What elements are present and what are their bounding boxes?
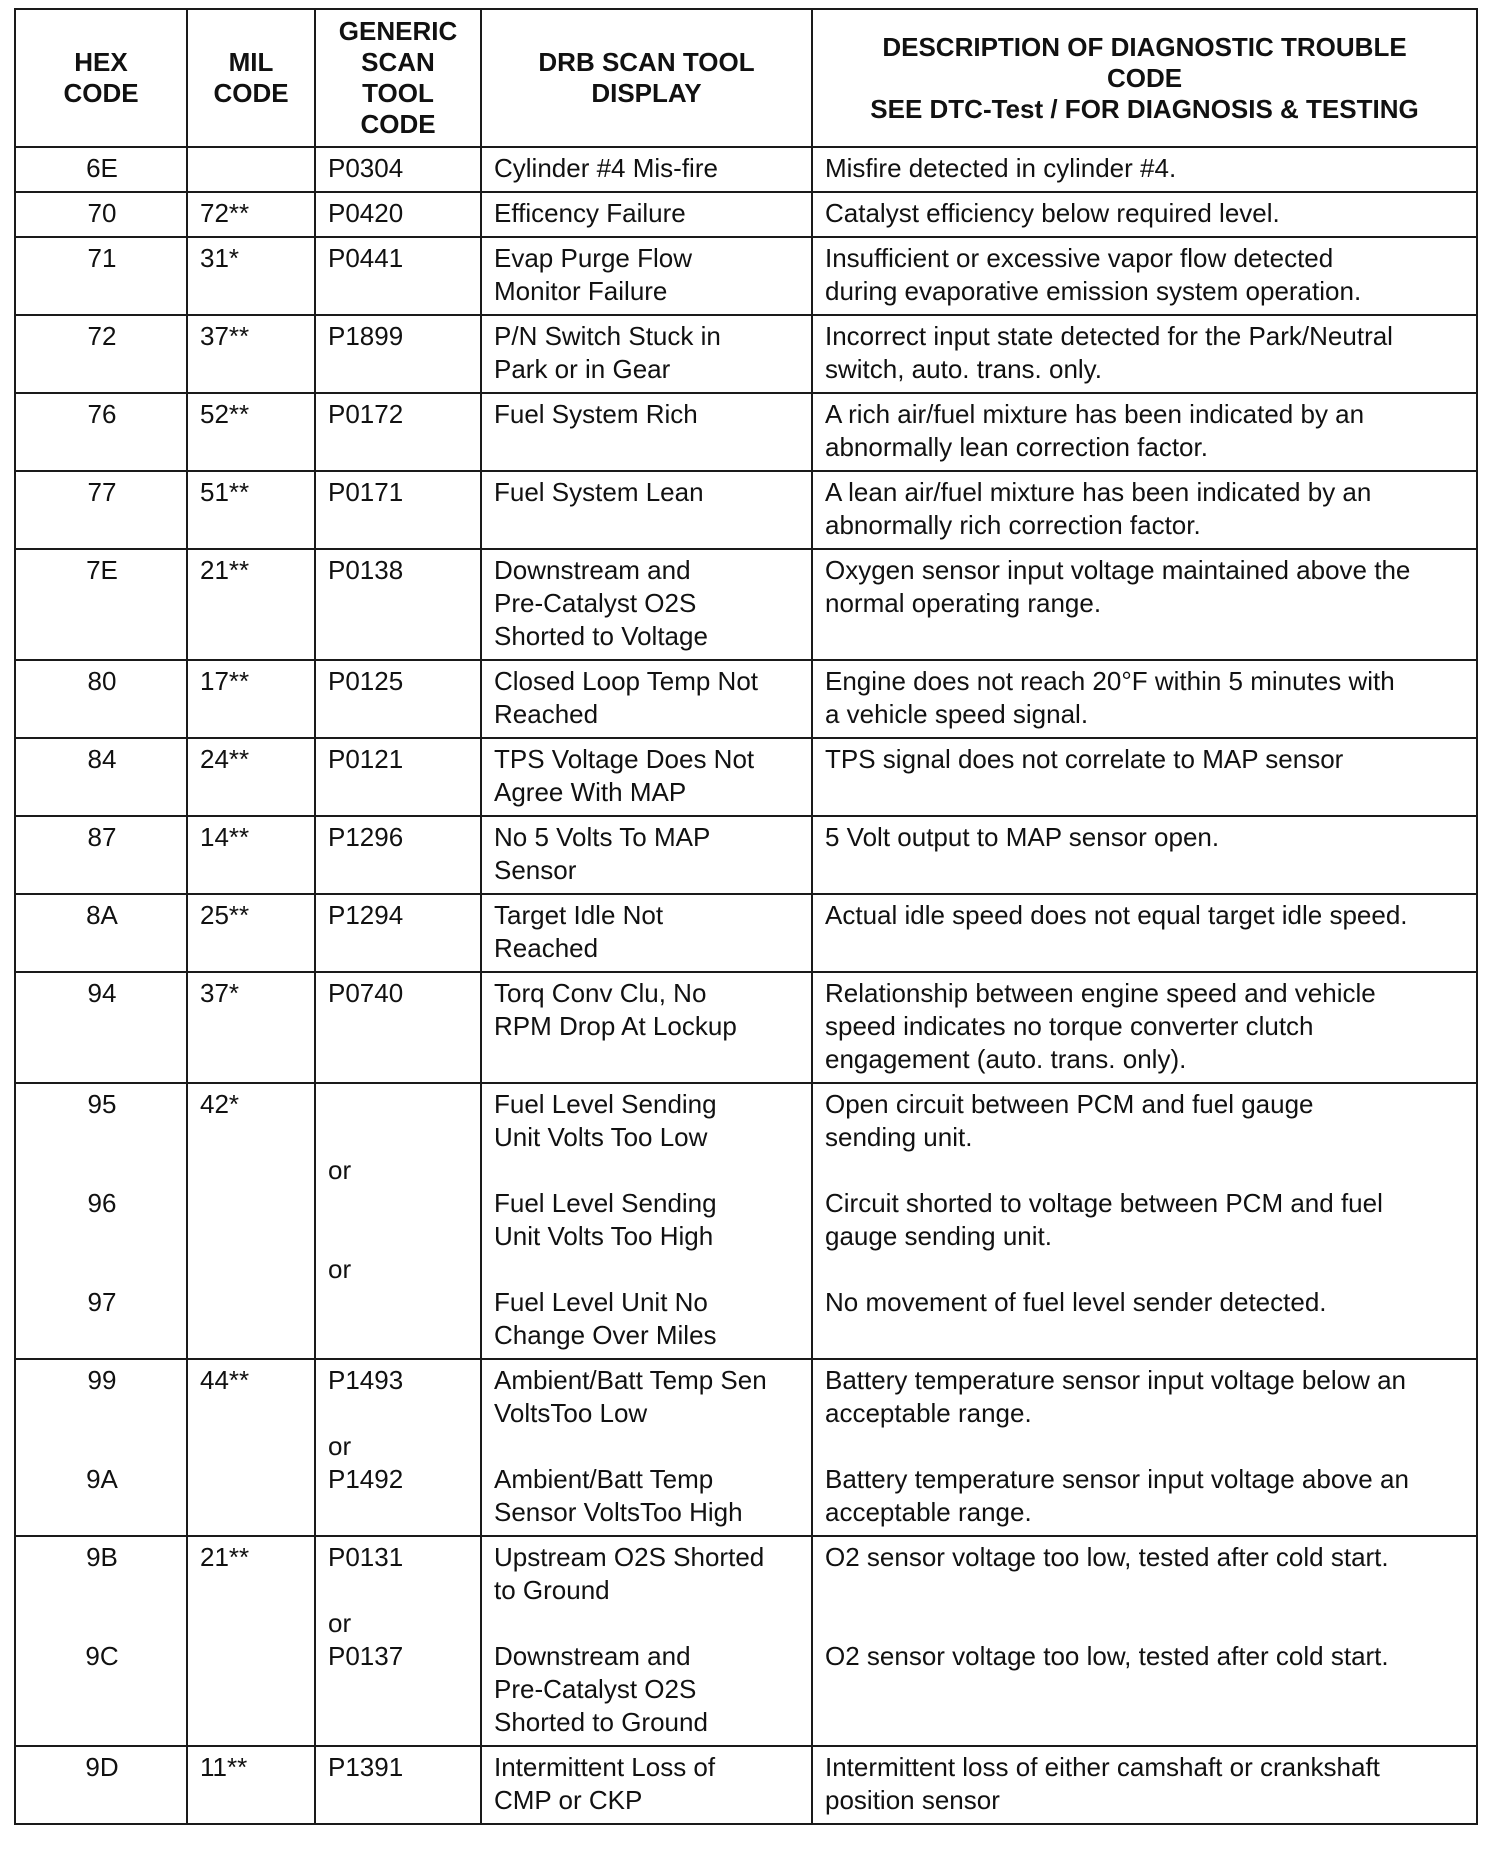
drb-display-95: Fuel Level Sending Unit Volts Too Low [494, 1089, 717, 1152]
mil-code-cell: 25** [187, 894, 315, 972]
drb-display-cell: Target Idle Not Reached [481, 894, 812, 972]
description-97: No movement of fuel level sender detected. [825, 1287, 1327, 1317]
header-description-see: SEE DTC-Test / FOR DIAGNOSIS & TESTING [870, 93, 1419, 124]
generic-code-cell: P1899 [315, 315, 481, 393]
drb-display-cell: Closed Loop Temp Not Reached [481, 660, 812, 738]
spacer [28, 1607, 176, 1640]
description-cell: Incorrect input state detected for the Park/Neutral switch, auto. trans. only. [812, 315, 1477, 393]
mil-code-cell: 21** [187, 549, 315, 660]
spacer [28, 1121, 176, 1154]
description-cell: Insufficient or excessive vapor flow detected during evaporative emission system operation. [812, 237, 1477, 315]
drb-display-96: Fuel Level Sending Unit Volts Too High [494, 1188, 717, 1251]
table-row [15, 192, 1477, 237]
description-cell: TPS signal does not correlate to MAP sensor [812, 738, 1477, 816]
description-9a: Battery temperature sensor input voltage above an acceptable range. [825, 1464, 1409, 1527]
drb-display-9b: Upstream O2S Shorted to Ground [494, 1542, 765, 1605]
spacer [494, 1607, 801, 1640]
drb-display-99: Ambient/Batt Temp Sen VoltsToo Low [494, 1365, 767, 1428]
description-cell: Actual idle speed does not equal target idle speed. [812, 894, 1477, 972]
spacer [328, 1121, 470, 1154]
spacer [825, 1574, 1466, 1607]
table-row [15, 894, 1477, 972]
generic-code-cell: P0125 [315, 660, 481, 738]
hex-code-cell: 77 [15, 471, 187, 549]
header-description-title: DESCRIPTION OF DIAGNOSTIC TROUBLE CODE [882, 31, 1407, 93]
generic-code-cell: P0121 [315, 738, 481, 816]
drb-display-cell: Intermittent Loss of CMP or CKP [481, 1746, 812, 1824]
mil-code-cell: 52** [187, 393, 315, 471]
description-cell: Engine does not reach 20°F within 5 minutes with a vehicle speed signal. [812, 660, 1477, 738]
header-mil-code: MIL CODE [187, 9, 315, 147]
drb-display-97: Fuel Level Unit No Change Over Miles [494, 1287, 717, 1350]
spacer [28, 1220, 176, 1253]
generic-code-cell: P1296 [315, 816, 481, 894]
description-cell: 5 Volt output to MAP sensor open. [812, 816, 1477, 894]
spacer [494, 1154, 801, 1187]
drb-display-cell [481, 1359, 812, 1536]
spacer [28, 1154, 176, 1187]
hex-code-cell: 6E [15, 147, 187, 192]
mil-code-cell: 11** [187, 1746, 315, 1824]
table-row [15, 972, 1477, 1083]
drb-display-cell: Downstream and Pre-Catalyst O2S Shorted to Voltage [481, 549, 812, 660]
hex-code-cell: 80 [15, 660, 187, 738]
table-row [15, 816, 1477, 894]
hex-code-cell [15, 1536, 187, 1746]
hex-code-cell: 76 [15, 393, 187, 471]
generic-code-cell: P1391 [315, 1746, 481, 1824]
generic-code-cell: P0304 [315, 147, 481, 192]
or-label: or [328, 1254, 352, 1284]
table-body [15, 147, 1477, 1824]
dtc-table [14, 8, 1478, 1825]
description-cell: Oxygen sensor input voltage maintained above the normal operating range. [812, 549, 1477, 660]
hex-code-cell: 84 [15, 738, 187, 816]
generic-code-cell: P1294 [315, 894, 481, 972]
drb-display-cell: Fuel System Rich [481, 393, 812, 471]
description-cell [812, 1536, 1477, 1746]
table-row [15, 738, 1477, 816]
generic-code-p1493: P1493 [328, 1365, 404, 1395]
mil-code-cell: 31* [187, 237, 315, 315]
or-label: or [328, 1155, 352, 1185]
generic-code-cell [315, 1083, 481, 1359]
description-96: Circuit shorted to voltage between PCM and fuel gauge sending unit. [825, 1188, 1383, 1251]
spacer [328, 1220, 470, 1253]
hex-code-cell [15, 1083, 187, 1359]
mil-code-cell: 17** [187, 660, 315, 738]
spacer [328, 1397, 470, 1430]
mil-code-cell [187, 147, 315, 192]
description-cell: Misfire detected in cylinder #4. [812, 147, 1477, 192]
spacer [28, 1253, 176, 1286]
generic-code-cell: P0420 [315, 192, 481, 237]
generic-code-p0137: P0137 [328, 1641, 404, 1671]
description-cell [812, 1359, 1477, 1536]
hex-code-cell: 9D [15, 1746, 187, 1824]
mil-code-cell: 37** [187, 315, 315, 393]
description-cell: A rich air/fuel mixture has been indicated by an abnormally lean correction factor. [812, 393, 1477, 471]
mil-code-cell: 72** [187, 192, 315, 237]
hex-code-95: 95 [87, 1089, 117, 1119]
hex-code-96: 96 [87, 1188, 117, 1218]
header-drb-scan-tool-display: DRB SCAN TOOL DISPLAY [481, 9, 812, 147]
mil-code-cell: 21** [187, 1536, 315, 1746]
spacer [328, 1088, 470, 1121]
description-9b: O2 sensor voltage too low, tested after cold start. [825, 1542, 1389, 1572]
hex-code-cell: 70 [15, 192, 187, 237]
spacer [28, 1430, 176, 1463]
dtc-page [14, 8, 1476, 1825]
hex-code-97: 97 [87, 1287, 117, 1317]
generic-code-p1492: P1492 [328, 1464, 404, 1494]
description-cell: Catalyst efficiency below required level. [812, 192, 1477, 237]
spacer [825, 1253, 1466, 1286]
hex-code-99: 99 [87, 1365, 117, 1395]
table-row [15, 471, 1477, 549]
hex-code-9c: 9C [85, 1641, 119, 1671]
spacer [825, 1154, 1466, 1187]
generic-code-cell: P0740 [315, 972, 481, 1083]
mil-code-cell: 14** [187, 816, 315, 894]
spacer [494, 1253, 801, 1286]
or-label: or [328, 1608, 352, 1638]
description-cell: A lean air/fuel mixture has been indicated by an abnormally rich correction factor. [812, 471, 1477, 549]
generic-code-cell: P0171 [315, 471, 481, 549]
table-row [15, 660, 1477, 738]
spacer [825, 1607, 1466, 1640]
generic-code-cell: P0138 [315, 549, 481, 660]
or-label: or [328, 1431, 352, 1461]
generic-code-p0131: P0131 [328, 1542, 404, 1572]
spacer [494, 1430, 801, 1463]
spacer [825, 1430, 1466, 1463]
hex-code-cell: 8A [15, 894, 187, 972]
hex-code-cell: 94 [15, 972, 187, 1083]
drb-display-cell: Fuel System Lean [481, 471, 812, 549]
mil-code-cell: 37* [187, 972, 315, 1083]
drb-display-cell: TPS Voltage Does Not Agree With MAP [481, 738, 812, 816]
mil-code-cell: 42* [187, 1083, 315, 1359]
table-row-group-o2-sensor [15, 1536, 1477, 1746]
drb-display-cell: Efficency Failure [481, 192, 812, 237]
drb-display-cell: Evap Purge Flow Monitor Failure [481, 237, 812, 315]
table-header [15, 9, 1477, 147]
hex-code-9a: 9A [86, 1464, 118, 1494]
spacer [328, 1574, 470, 1607]
table-row [15, 315, 1477, 393]
drb-display-9a: Ambient/Batt Temp Sensor VoltsToo High [494, 1464, 743, 1527]
header-generic-scan-tool-code: GENERIC SCAN TOOL CODE [315, 9, 481, 147]
table-row-group-fuel-level [15, 1083, 1477, 1359]
table-row [15, 393, 1477, 471]
hex-code-cell: 71 [15, 237, 187, 315]
drb-display-cell: No 5 Volts To MAP Sensor [481, 816, 812, 894]
hex-code-cell: 7E [15, 549, 187, 660]
spacer [328, 1187, 470, 1220]
header-description [812, 9, 1477, 147]
hex-code-9b: 9B [86, 1542, 118, 1572]
description-cell [812, 1083, 1477, 1359]
drb-display-cell [481, 1083, 812, 1359]
drb-display-cell [481, 1536, 812, 1746]
description-cell: Relationship between engine speed and vehicle speed indicates no torque converter clutch engagement (auto. trans. only). [812, 972, 1477, 1083]
hex-code-cell: 72 [15, 315, 187, 393]
generic-code-cell [315, 1536, 481, 1746]
table-row [15, 1746, 1477, 1824]
hex-code-cell [15, 1359, 187, 1536]
description-9c: O2 sensor voltage too low, tested after cold start. [825, 1641, 1389, 1671]
generic-code-cell: P0172 [315, 393, 481, 471]
description-99: Battery temperature sensor input voltage below an acceptable range. [825, 1365, 1407, 1428]
mil-code-cell: 24** [187, 738, 315, 816]
table-row [15, 147, 1477, 192]
table-row [15, 549, 1477, 660]
description-95: Open circuit between PCM and fuel gauge sending unit. [825, 1089, 1314, 1152]
hex-code-cell: 87 [15, 816, 187, 894]
description-cell: Intermittent loss of either camshaft or crankshaft position sensor [812, 1746, 1477, 1824]
mil-code-cell: 51** [187, 471, 315, 549]
drb-display-cell: Torq Conv Clu, No RPM Drop At Lockup [481, 972, 812, 1083]
drb-display-cell: Cylinder #4 Mis-fire [481, 147, 812, 192]
mil-code-cell: 44** [187, 1359, 315, 1536]
table-row-group-battery-temp [15, 1359, 1477, 1536]
header-hex-code: HEX CODE [15, 9, 187, 147]
header-row [15, 9, 1477, 147]
generic-code-cell: P0441 [315, 237, 481, 315]
table-row [15, 237, 1477, 315]
drb-display-9c: Downstream and Pre-Catalyst O2S Shorted to Ground [494, 1641, 708, 1737]
spacer [28, 1397, 176, 1430]
spacer [28, 1574, 176, 1607]
drb-display-cell: P/N Switch Stuck in Park or in Gear [481, 315, 812, 393]
generic-code-cell [315, 1359, 481, 1536]
